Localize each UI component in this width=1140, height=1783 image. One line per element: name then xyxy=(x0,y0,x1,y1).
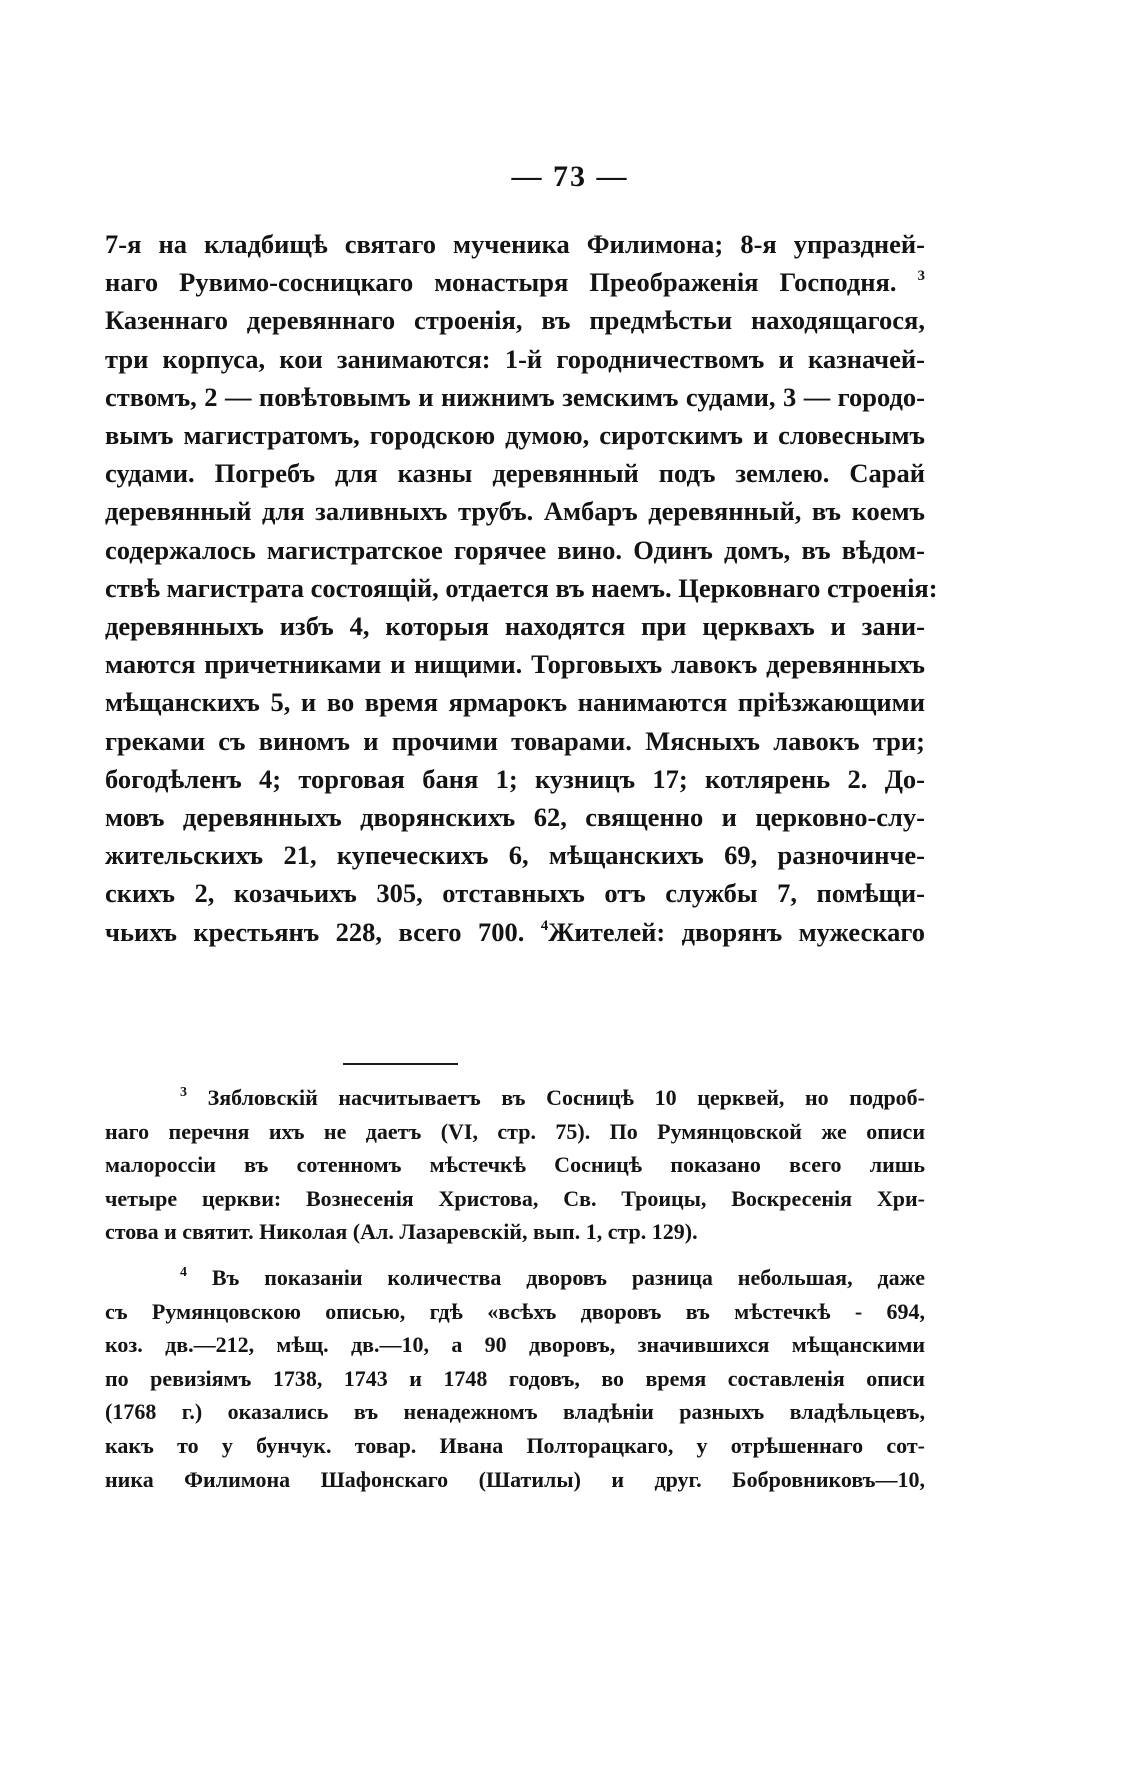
text-line: маются причетниками и нищими. Торговыхъ лавокъ деревянныхъ xyxy=(105,649,925,680)
text-line: вымъ магистратомъ, городскою думою, сиротскимъ и словеснымъ xyxy=(105,420,925,451)
footnote-line: стова и святит. Николая (Ал. Лазаревскій, вып. 1, стр. 129). xyxy=(105,1219,698,1245)
text-line: мовъ деревянныхъ дворянскихъ 62, священно и церковно-слу- xyxy=(105,802,925,833)
footnote-line: наго перечня ихъ не даетъ (VI, стр. 75). По Румянцовской же описи xyxy=(105,1118,925,1144)
footnote-line: малороссіи въ сотенномъ мѣстечкѣ Сосницѣ показано всего лишь xyxy=(105,1152,925,1178)
footnote-mark: 4 xyxy=(180,1264,187,1280)
text-line: судами. Погребъ для казны деревянный подъ землею. Сарай xyxy=(105,458,925,489)
page-number: — 73 — xyxy=(511,160,629,193)
footnote-line: по ревизіямъ 1738, 1743 и 1748 годовъ, во время составленія описи xyxy=(105,1365,925,1391)
footnote-line: ника Филимона Шафонскаго (Шатилы) и друг. Бобровниковъ—10, xyxy=(105,1466,925,1492)
footnote-3 xyxy=(105,1081,925,1249)
footnotes xyxy=(105,1081,925,1508)
text-line: жительскихъ 21, купеческихъ 6, мѣщанскихъ 69, разночинче- xyxy=(105,840,925,871)
footnote-ref-3[interactable]: 3 xyxy=(917,268,926,285)
footnote-line: съ Румянцовскою описью, гдѣ «всѣхъ дворовъ въ мѣстечкѣ - 694, xyxy=(105,1298,925,1324)
footnote-ref-4[interactable]: 4 xyxy=(540,917,549,934)
text-segment: наго Рувимо-сосницкаго монастыря Преображенія Господня. xyxy=(105,267,897,298)
footnote-4 xyxy=(105,1261,925,1496)
text-line: греками съ виномъ и прочими товарами. Мясныхъ лавокъ три; xyxy=(105,725,925,756)
text-line: три корпуса, кои занимаются: 1-й городничествомъ и казначей- xyxy=(105,343,925,374)
text-line: мѣщанскихъ 5, и во время ярмарокъ нанимаются пріѣзжающими xyxy=(105,687,925,718)
footnote-mark: 3 xyxy=(180,1085,187,1100)
text-line: ствѣ магистрата состоящій, отдается въ наемъ. Церковнаго строенія: xyxy=(105,572,938,603)
text-line: богодѣленъ 4; торговая баня 1; кузницъ 17; котлярень 2. До- xyxy=(105,763,925,794)
text-line: Казеннаго деревяннаго строенія, въ предмѣстьи находящагося, xyxy=(105,305,925,336)
text-line: деревянныхъ избъ 4, которыя находятся при церквахъ и зани- xyxy=(105,611,925,642)
footnote-line: коз. дв.—212, мѣщ. дв.—10, а 90 дворовъ, значившихся мѣщанскими xyxy=(105,1332,925,1358)
text-segment: Зябловскій насчитываетъ въ Сосницѣ 10 церквей, но подроб- xyxy=(207,1085,926,1110)
footnote-line: (1768 г.) оказались въ ненадежномъ владѣніи разныхъ владѣльцевъ, xyxy=(105,1399,925,1425)
footnote-line xyxy=(105,1081,925,1115)
text-segment: чьихъ крестьянъ 228, всего 700. xyxy=(105,916,525,947)
text-line: деревянный для заливныхъ трубъ. Амбаръ деревянный, въ коемъ xyxy=(105,496,925,527)
text-segment: Жителей: дворянъ мужескаго xyxy=(548,916,925,947)
text-segment: Въ показаніи количества дворовъ разница небольшая, даже xyxy=(211,1264,925,1290)
text-line xyxy=(105,913,925,951)
footnote-divider xyxy=(343,1063,458,1065)
text-line: скихъ 2, козачьихъ 305, отставныхъ отъ службы 7, помѣщи- xyxy=(105,878,925,909)
footnote-line: четыре церкви: Вознесенія Христова, Св. Троицы, Воскресенія Хри- xyxy=(105,1185,925,1211)
footnote-line: какъ то у бунчук. товар. Ивана Полторацкаго, у отрѣшеннаго сот- xyxy=(105,1432,925,1458)
text-line xyxy=(105,263,925,301)
text-line: 7-я на кладбищѣ святаго мученика Филимона; 8-я упраздней- xyxy=(105,229,925,259)
footnote-line xyxy=(105,1261,925,1295)
text-line: ствомъ, 2 — повѣтовымъ и нижнимъ земскимъ судами, 3 — городо- xyxy=(105,381,925,412)
text-line: содержалось магистратское горячее вино. Одинъ домъ, въ вѣдом- xyxy=(105,534,925,565)
main-text xyxy=(105,225,938,951)
